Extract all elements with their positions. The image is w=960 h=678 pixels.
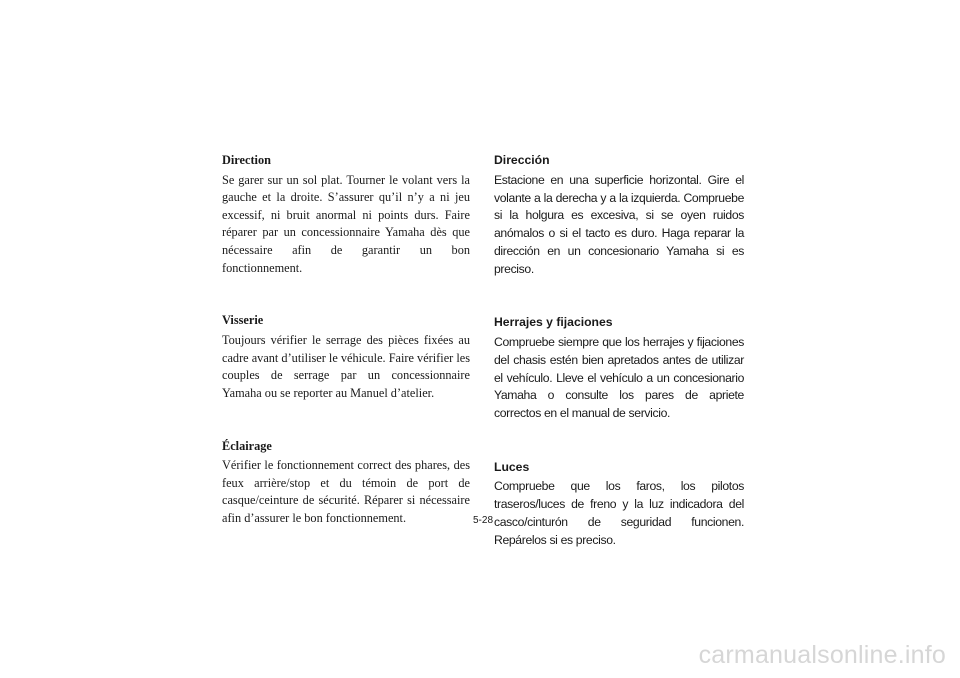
section-body: Se garer sur un sol plat. Tourner le volant vers la gauche et la droite. S’assurer qu’il n’y a ni jeu excessif, ni bruit anormal ni points durs. Faire réparer par un concessionnaire Yamaha dès que nécessaire afin de garantir un bon fonctionnement. xyxy=(222,172,470,275)
section-direccion xyxy=(494,152,744,296)
section-body: Estacione en una superficie horizontal. Gire el volante a la derecha y a la izquierda. Compruebe si la holgura es excesiva, si se oyen ruidos anómalos o si el tacto es duro. Haga reparar la dirección en un concesionario Yamaha si es preciso. xyxy=(494,172,744,276)
section-body: Compruebe siempre que los herrajes y fijaciones del chasis estén bien apretados antes de utilizar el vehículo. Lleve el vehículo a un concesionario Yamaha o consulte los pares de apriete correctos en el manual de servicio. xyxy=(494,334,744,421)
section-body: Toujours vérifier le serrage des pièces fixées au cadre avant d’utiliser le véhicule. Faire vérifier les couples de serrage par un concessionnaire Yamaha ou se reporter au Manuel d’atelier. xyxy=(222,332,470,400)
section-direction xyxy=(222,152,470,295)
section-visserie xyxy=(222,312,470,420)
section-body: Compruebe que los faros, los pilotos traseros/luces de freno y la luz indicadora del casco/cinturón de seguridad funcionen. Repárelos si es preciso. xyxy=(494,479,744,547)
spanish-column xyxy=(494,152,744,550)
section-spacer xyxy=(494,279,744,297)
section-herrajes xyxy=(494,314,744,441)
watermark: carmanualsonline.info xyxy=(698,641,946,669)
section-title: Direction xyxy=(222,153,271,167)
section-spacer xyxy=(222,402,470,420)
section-body: Vérifier le fonctionnement correct des phares, des feux arrière/stop et du témoin de port de casque/ceinture de sécurité. Réparer si nécessaire afin d’assurer le bon fonctionnement. xyxy=(222,458,470,525)
section-eclairage xyxy=(222,438,470,528)
section-spacer xyxy=(222,277,470,295)
section-title: Visserie xyxy=(222,313,264,328)
section-title: Herrajes y fijaciones xyxy=(494,315,613,330)
section-title: Luces xyxy=(494,459,530,474)
section-title: Éclairage xyxy=(222,438,272,453)
page-number: 5-28 xyxy=(472,515,493,526)
french-column xyxy=(222,152,470,527)
section-title: Dirección xyxy=(494,153,550,167)
section-spacer xyxy=(494,423,744,441)
section-luces xyxy=(494,459,744,550)
